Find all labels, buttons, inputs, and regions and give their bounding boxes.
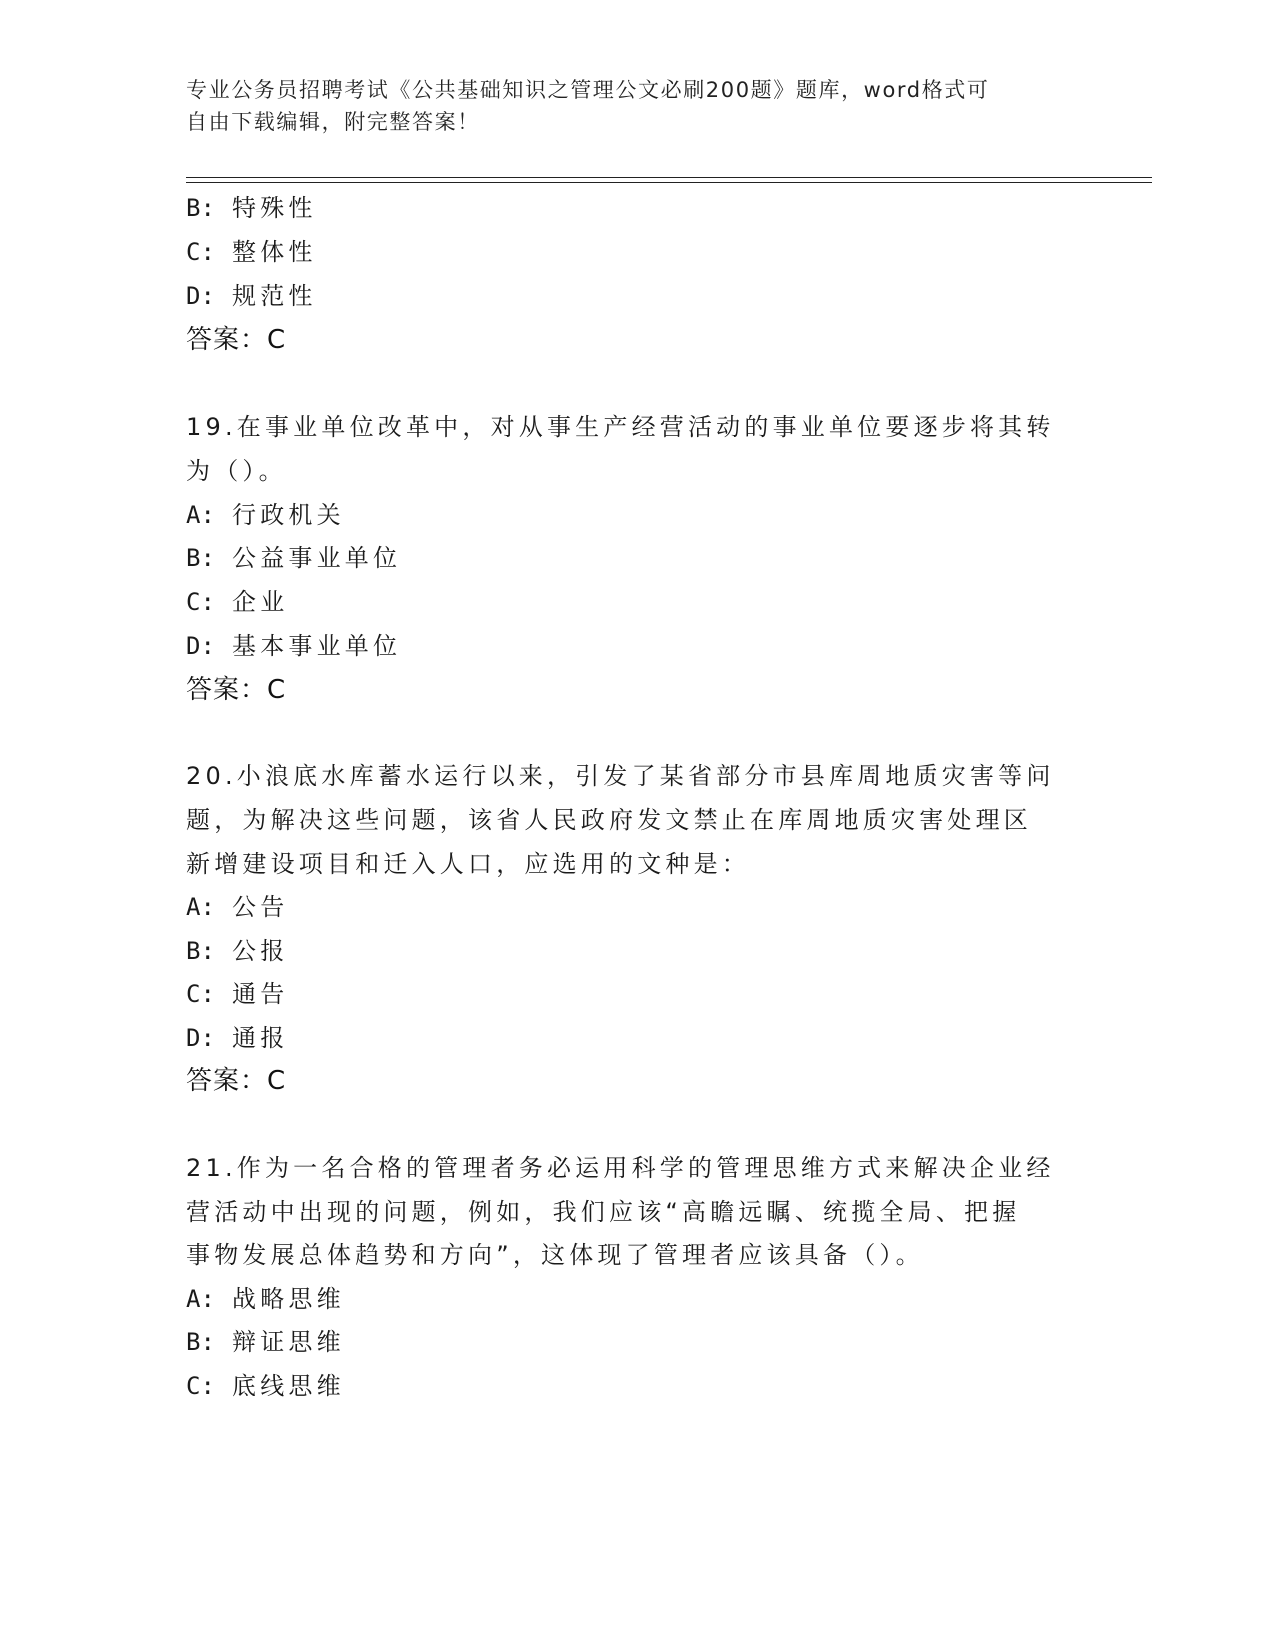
option-letter: B: [186, 937, 215, 965]
q20-option-b [186, 936, 288, 966]
option-text: 基本事业单位 [232, 632, 402, 660]
option-letter: B: [186, 544, 215, 572]
option-letter: A: [186, 893, 215, 921]
q19-question-line-2: 为（）。 [186, 457, 287, 485]
q20-option-c [186, 979, 288, 1009]
q21-question-line-2: 营活动中出现的问题，例如，我们应该“高瞻远瞩、统揽全局、把握 [186, 1198, 1021, 1226]
option-text: 行政机关 [232, 501, 345, 529]
q21-option-c [186, 1371, 345, 1401]
option-text: 公益事业单位 [232, 544, 402, 572]
header-line-1: 专业公务员招聘考试《公共基础知识之管理公文必刷200题》题库，word格式可 [186, 78, 990, 102]
option-letter: D: [186, 282, 215, 310]
q20-option-a [186, 892, 288, 922]
q19-answer: 答案：C [186, 675, 287, 705]
option-text: 规范性 [232, 282, 317, 310]
option-text: 企业 [232, 588, 289, 616]
q18-answer: 答案：C [186, 325, 287, 355]
header-line-2: 自由下载编辑，附完整答案！ [186, 110, 480, 134]
q18-option-c [186, 237, 317, 267]
option-text: 底线思维 [232, 1372, 345, 1400]
q18-option-b [186, 193, 317, 223]
option-letter: D: [186, 1024, 215, 1052]
q20-question-line-1: 20.小浪底水库蓄水运行以来，引发了某省部分市县库周地质灾害等问 [186, 762, 1055, 790]
q19-option-b [186, 543, 401, 573]
q18-option-d [186, 281, 317, 311]
option-text: 公告 [232, 893, 289, 921]
option-text: 通告 [232, 980, 289, 1008]
header-divider-top [186, 177, 1152, 178]
option-letter: A: [186, 1285, 215, 1313]
option-text: 辩证思维 [232, 1328, 345, 1356]
option-text: 整体性 [232, 238, 317, 266]
option-letter: C: [186, 238, 215, 266]
option-letter: A: [186, 501, 215, 529]
header-divider-bottom [186, 182, 1152, 183]
q20-question-line-3: 新增建设项目和迁入人口，应选用的文种是： [186, 850, 750, 878]
option-text: 公报 [232, 937, 289, 965]
q19-option-c [186, 587, 288, 617]
option-text: 通报 [232, 1024, 289, 1052]
q20-answer: 答案：C [186, 1066, 287, 1096]
document-header [186, 74, 1066, 138]
option-text: 战略思维 [232, 1285, 345, 1313]
option-letter: C: [186, 1372, 215, 1400]
q19-option-a [186, 500, 345, 530]
q19-option-d [186, 631, 401, 661]
option-letter: B: [186, 194, 215, 222]
option-letter: C: [186, 588, 215, 616]
q20-option-d [186, 1023, 288, 1053]
q21-question-line-3: 事物发展总体趋势和方向”，这体现了管理者应该具备（）。 [186, 1241, 924, 1269]
option-letter: B: [186, 1328, 215, 1356]
q19-question-line-1: 19.在事业单位改革中，对从事生产经营活动的事业单位要逐步将其转 [186, 413, 1055, 441]
option-letter: D: [186, 632, 215, 660]
q20-question-line-2: 题，为解决这些问题，该省人民政府发文禁止在库周地质灾害处理区 [186, 806, 1032, 834]
q21-option-b [186, 1327, 345, 1357]
q21-option-a [186, 1284, 345, 1314]
option-text: 特殊性 [232, 194, 317, 222]
q21-question-line-1: 21.作为一名合格的管理者务必运用科学的管理思维方式来解决企业经 [186, 1154, 1055, 1182]
option-letter: C: [186, 980, 215, 1008]
